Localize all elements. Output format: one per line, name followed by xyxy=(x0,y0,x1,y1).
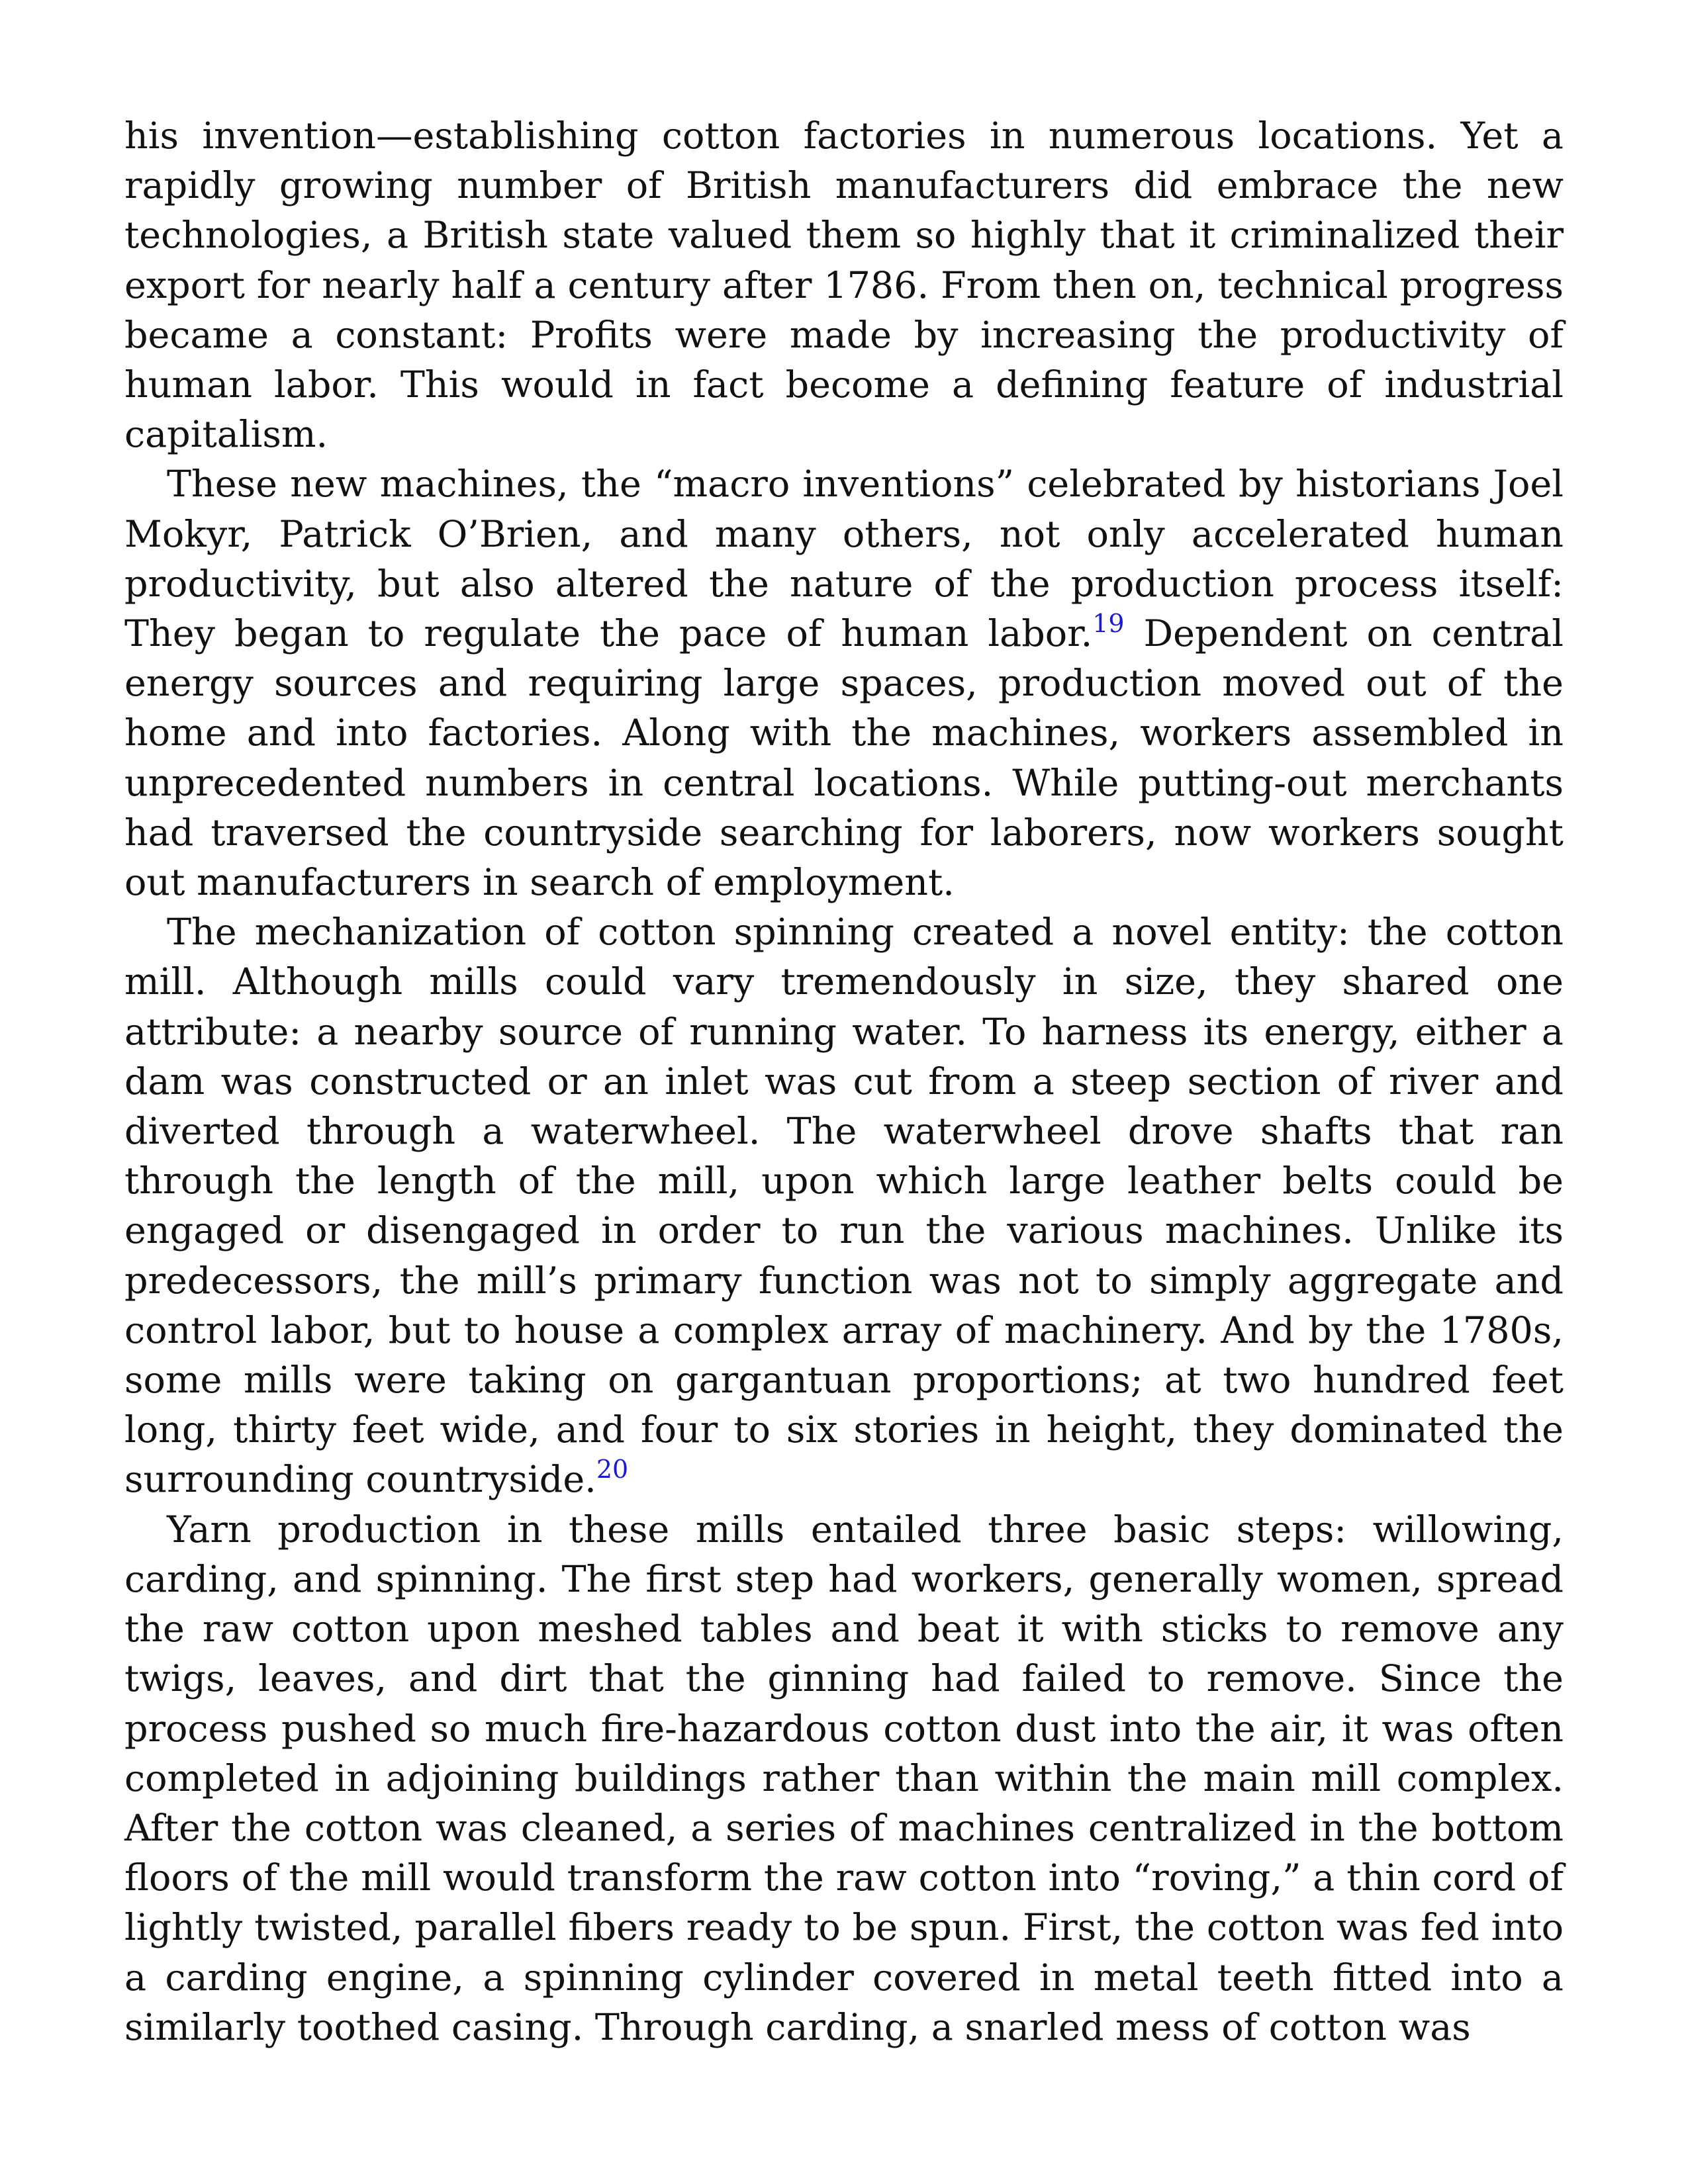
paragraph-2-text-start: These new machines, the “macro inventions” celebrated by historians Joel Mokyr, Patrick O’Brien, and many others, not only accelerated human productivity, but also altered the nature of the production process itself: They began to regulate the pace of human labor. xyxy=(124,463,1564,656)
paragraph-2 xyxy=(124,459,1564,907)
footnote-link-19[interactable]: 19 xyxy=(1092,609,1125,639)
paragraph-1-text: his invention—establishing cotton factories in numerous locations. Yet a rapidly growing number of British manufacturers did embrace the new technologies, a British state valued them so highly that it criminalized their export for nearly half a century after 1786. From then on, technical progress became a constant: Profits were made by increasing the productivity of human labor. This would in fact become a defining feature of industrial capitalism. xyxy=(124,114,1564,457)
paragraph-3 xyxy=(124,907,1564,1504)
paragraph-1 xyxy=(124,111,1564,459)
footnote-link-20[interactable]: 20 xyxy=(596,1455,629,1484)
paragraph-2-text-end: Dependent on central energy sources and requiring large spaces, production moved out of the home and into factories. Along with the machines, workers assembled in unprecedented numbers in central locations. While putting-out merchants had traversed the countryside searching for laborers, now workers sought out manufacturers in search of employment. xyxy=(124,612,1564,905)
paragraph-3-text: The mechanization of cotton spinning created a novel entity: the cotton mill. Although mills could vary tremendously in size, they shared one attribute: a nearby source of running water. To harness its energy, either a dam was constructed or an inlet was cut from a steep section of river and diverted through a waterwheel. The waterwheel drove shafts that ran through the length of the mill, upon which large leather belts could be engaged or disengaged in order to run the various machines. Unlike its predecessors, the mill’s primary function was not to simply aggregate and control labor, but to house a complex array of machinery. And by the 1780s, some mills were taking on gargantuan proportions; at two hundred feet long, thirty feet wide, and four to six stories in height, they dominated the surrounding countryside. xyxy=(124,911,1564,1502)
page-body xyxy=(124,111,1564,2052)
paragraph-4-text: Yarn production in these mills entailed three basic steps: willowing, carding, and spinning. The first step had workers, generally women, spread the raw cotton upon meshed tables and beat it with sticks to remove any twigs, leaves, and dirt that the ginning had failed to remove. Since the process pushed so much fire-hazardous cotton dust into the air, it was often completed in adjoining buildings rather than within the main mill complex. After the cotton was cleaned, a series of machines centralized in the bottom floors of the mill would transform the raw cotton into “roving,” a thin cord of lightly twisted, parallel fibers ready to be spun. First, the cotton was fed into a carding engine, a spinning cylinder covered in metal teeth fitted into a similarly toothed casing. Through carding, a snarled mess of cotton was xyxy=(124,1508,1564,2049)
paragraph-4 xyxy=(124,1505,1564,2052)
